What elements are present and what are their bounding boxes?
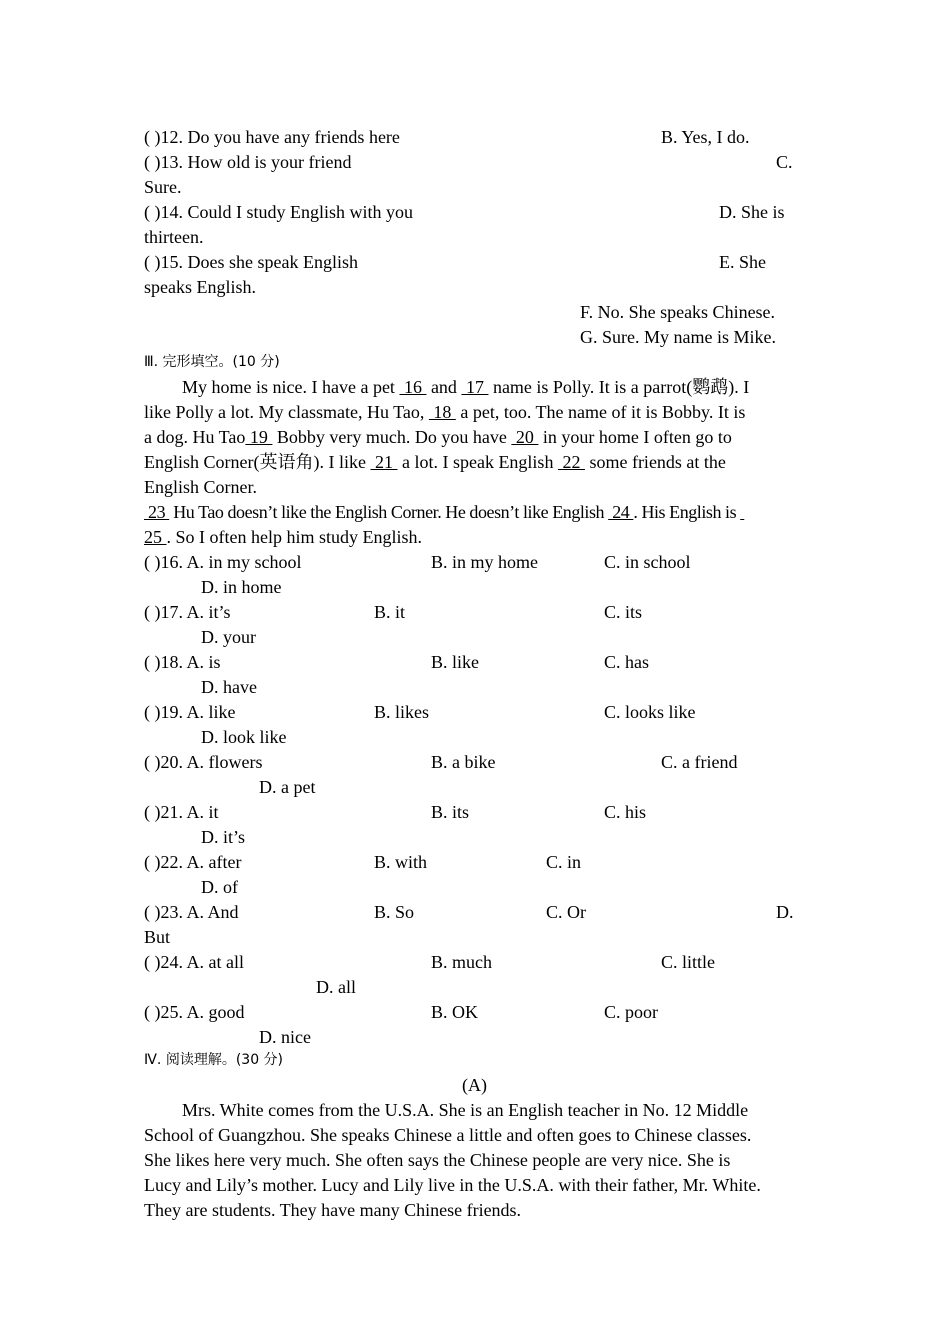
choice-b: B. like: [431, 652, 479, 672]
option-c-text: Sure.: [144, 177, 182, 197]
question-25: ( )25. A. good: [144, 1002, 245, 1022]
choice-d: D. your: [201, 627, 256, 647]
question-18: ( )18. A. is: [144, 652, 221, 672]
choice-b: B. a bike: [431, 752, 496, 772]
question-19: ( )19. A. like: [144, 702, 236, 722]
passage-line-4: English Corner(英语角). I like 21 a lot. I speak English 22 some friends at the: [144, 452, 726, 472]
question-20: ( )20. A. flowers: [144, 752, 263, 772]
choice-c: C. a friend: [661, 752, 738, 772]
question-16: ( )16. A. in my school: [144, 552, 302, 572]
reading-line-2: School of Guangzhou. She speaks Chinese a little and often goes to Chinese classes.: [144, 1125, 752, 1145]
blank-19: 19: [245, 427, 273, 447]
reading-line-1: Mrs. White comes from the U.S.A. She is an English teacher in No. 12 Middle: [182, 1100, 749, 1120]
choice-d: D.: [776, 902, 794, 922]
passage-line-1: My home is nice. I have a pet 16 and 17 name is Polly. It is a parrot(鹦鹉). I: [182, 377, 750, 397]
choice-c: C. in: [546, 852, 582, 872]
choice-d: D. look like: [201, 727, 287, 747]
blank-16: 16: [399, 377, 427, 397]
blank-21: 21: [370, 452, 398, 472]
section-3-title: Ⅲ. 完形填空。(10 分): [144, 354, 280, 370]
choice-d: D. it’s: [201, 827, 246, 847]
option-d-text: thirteen.: [144, 227, 204, 247]
choice-c: C. his: [604, 802, 647, 822]
option-f: F. No. She speaks Chinese.: [580, 302, 776, 322]
option-e: E. She: [719, 252, 766, 272]
question-24: ( )24. A. at all: [144, 952, 244, 972]
question-14: ( )14. Could I study English with you: [144, 202, 413, 222]
reading-line-3: She likes here very much. She often says the Chinese people are very nice. She is: [144, 1150, 731, 1170]
choice-d: D. a pet: [259, 777, 316, 797]
choice-d-text: But: [144, 927, 171, 947]
section-4-title: Ⅳ. 阅读理解。(30 分): [144, 1052, 284, 1068]
option-b: B. Yes, I do.: [661, 127, 750, 147]
choice-d: D. nice: [259, 1027, 311, 1047]
passage-line-2: like Polly a lot. My classmate, Hu Tao, 18 a pet, too. The name of it is Bobby. It is: [144, 402, 746, 422]
question-15: ( )15. Does she speak English: [144, 252, 358, 272]
blank-20: 20: [511, 427, 539, 447]
choice-c: C. its: [604, 602, 643, 622]
choice-d: D. all: [316, 977, 356, 997]
blank-24: 24: [608, 502, 634, 522]
choice-c: C. has: [604, 652, 649, 672]
blank-18: 18: [428, 402, 456, 422]
choice-b: B. likes: [374, 702, 430, 722]
choice-b: B. in my home: [431, 552, 538, 572]
option-d: D. She is: [719, 202, 785, 222]
choice-b: B. So: [374, 902, 415, 922]
passage-line-3: a dog. Hu Tao 19 Bobby very much. Do you have 20 in your home I often go to: [144, 427, 732, 447]
passage-a-title: (A): [462, 1075, 487, 1095]
passage-line-5: English Corner.: [144, 477, 257, 497]
question-23: ( )23. A. And: [144, 902, 239, 922]
choice-c: C. in school: [604, 552, 691, 572]
passage-line-6: 23 Hu Tao doesn’t like the English Corner. He doesn’t like English 24 . His English is: [144, 502, 741, 522]
passage-line-7: 25 . So I often help him study English.: [144, 527, 422, 547]
question-12: ( )12. Do you have any friends here: [144, 127, 400, 147]
blank-17: 17: [461, 377, 489, 397]
option-e-text: speaks English.: [144, 277, 256, 297]
choice-b: B. with: [374, 852, 428, 872]
question-13: ( )13. How old is your friend: [144, 152, 352, 172]
choice-c: C. looks like: [604, 702, 696, 722]
option-g: G. Sure. My name is Mike.: [580, 327, 776, 347]
choice-c: C. little: [661, 952, 715, 972]
blank-25: 25: [144, 527, 167, 547]
question-17: ( )17. A. it’s: [144, 602, 231, 622]
choice-b: B. its: [431, 802, 470, 822]
choice-c: C. Or: [546, 902, 586, 922]
option-c: C.: [776, 152, 793, 172]
choice-b: B. it: [374, 602, 406, 622]
choice-d: D. in home: [201, 577, 282, 597]
reading-line-4: Lucy and Lily’s mother. Lucy and Lily live in the U.S.A. with their father, Mr. White.: [144, 1175, 761, 1195]
choice-b: B. much: [431, 952, 492, 972]
choice-d: D. have: [201, 677, 257, 697]
choice-d: D. of: [201, 877, 238, 897]
question-22: ( )22. A. after: [144, 852, 242, 872]
question-21: ( )21. A. it: [144, 802, 219, 822]
blank-23: 23: [144, 502, 170, 522]
reading-line-5: They are students. They have many Chinese friends.: [144, 1200, 522, 1220]
choice-c: C. poor: [604, 1002, 658, 1022]
choice-b: B. OK: [431, 1002, 479, 1022]
blank-22: 22: [557, 452, 585, 472]
